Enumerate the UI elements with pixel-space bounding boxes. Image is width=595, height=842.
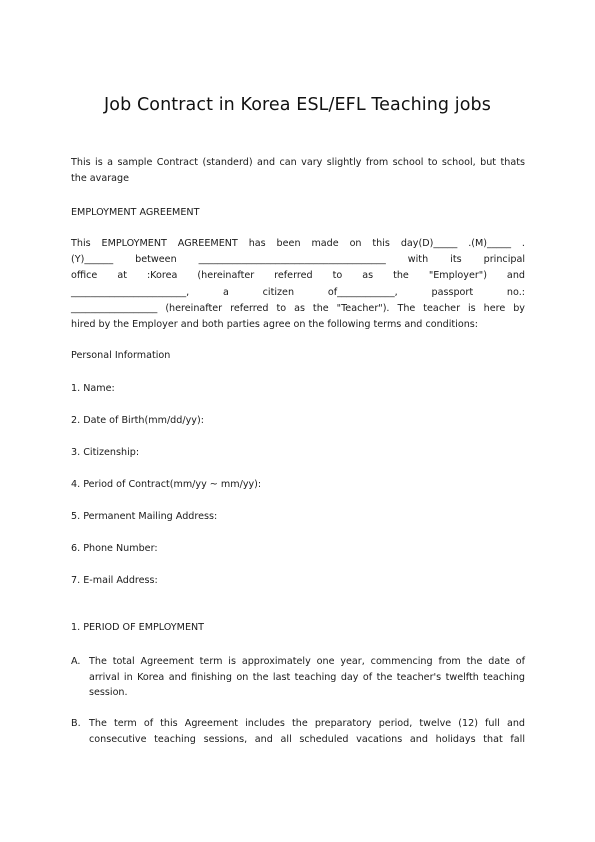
intro-paragraph [71, 155, 525, 187]
agreement-line: office at :Korea (hereinafter referred to as the "Employer") and [71, 270, 525, 282]
personal-item-dob: 2. Date of Birth(mm/dd/yy): [71, 415, 204, 426]
list-item-line: The term of this Agreement includes the preparatory period, twelve (12) full and [89, 718, 525, 729]
agreement-paragraph [71, 236, 525, 333]
list-item-line: session. [89, 687, 128, 699]
list-item-line: consecutive teaching sessions, and all scheduled vacations and holidays that fall [89, 733, 525, 745]
personal-item-email: 7. E-mail Address: [71, 575, 158, 586]
list-marker: A. [71, 656, 81, 667]
list-marker: B. [71, 718, 81, 729]
agreement-line: hired by the Employer and both parties agree on the following terms and conditions: [71, 319, 479, 331]
personal-item-citizenship: 3. Citizenship: [71, 447, 140, 458]
personal-item-mailing-address: 5. Permanent Mailing Address: [71, 511, 218, 522]
list-item-line: The total Agreement term is approximately one year, commencing from the date of [89, 656, 525, 667]
document-title: Job Contract in Korea ESL/EFL Teaching jobs [104, 95, 491, 115]
list-item-line: arrival in Korea and finishing on the last teaching day of the teacher's twelfth teaching [89, 671, 525, 683]
personal-item-name: 1. Name: [71, 383, 115, 394]
list-item [71, 716, 525, 747]
list-item [71, 654, 525, 701]
agreement-line: ________________________, a citizen of____________, passport no.: [71, 286, 525, 298]
personal-item-contract-period: 4. Period of Contract(mm/yy ~ mm/yy): [71, 479, 262, 490]
agreement-line: This EMPLOYMENT AGREEMENT has been made on this day(D)_____ .(M)_____ . [71, 238, 525, 249]
agreement-heading: EMPLOYMENT AGREEMENT [71, 207, 200, 218]
agreement-line: __________________ (hereinafter referred to as the "Teacher"). The teacher is here by [71, 302, 525, 314]
intro-line: the avarage [71, 173, 130, 185]
agreement-line: (Y)______ between _______________________________________ with its principal [71, 254, 525, 266]
section-heading-period: 1. PERIOD OF EMPLOYMENT [71, 622, 205, 633]
personal-item-phone: 6. Phone Number: [71, 543, 158, 554]
intro-line: This is a sample Contract (standerd) and can vary slightly from school to school, but thats [71, 157, 525, 168]
personal-info-heading: Personal Information [71, 350, 171, 361]
